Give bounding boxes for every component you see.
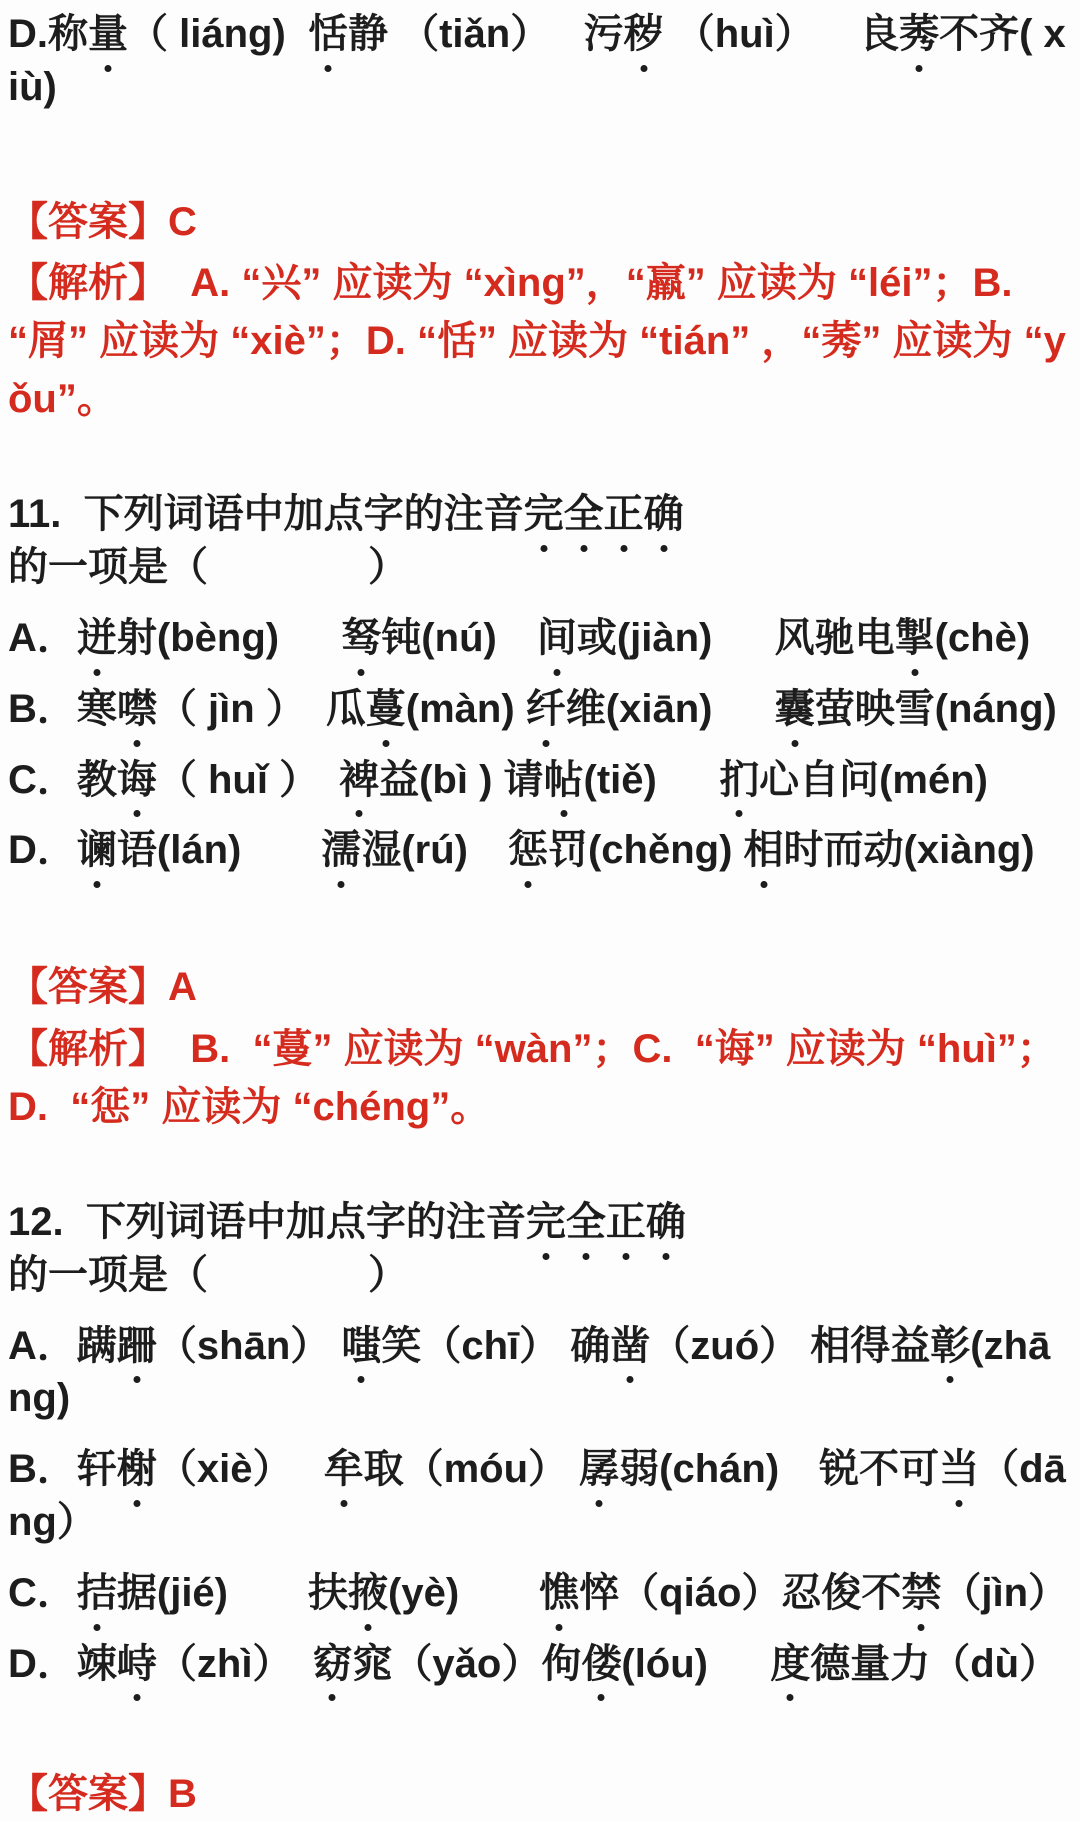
text-segment: 相得益	[810, 1323, 931, 1368]
text-segment: 弱(chán)	[619, 1447, 820, 1492]
emphasized-character: 偻	[581, 1638, 621, 1691]
text-segment: 时而动(xiàng)	[783, 828, 1035, 873]
emphasized-character: 噤	[117, 683, 157, 736]
text-segment: 良	[859, 12, 900, 56]
q12-answer-line: 【答案】B	[8, 1772, 197, 1817]
text-segment: 德量力（dù）	[810, 1641, 1060, 1686]
text-segment: （xiè）	[156, 1447, 324, 1492]
emphasized-character: 扪	[719, 754, 759, 807]
emphasized-character: 确	[644, 488, 684, 541]
text-segment: 罚(chěng)	[547, 828, 744, 873]
emphasized-character: 窈	[312, 1638, 352, 1691]
emphasized-character: 度	[770, 1638, 810, 1691]
emphasized-character: 纤	[526, 683, 566, 736]
text-segment: C．	[8, 1570, 77, 1615]
text-segment: 钝(nú)	[381, 615, 537, 660]
q11-option-b	[8, 683, 1074, 736]
emphasized-character: 秽	[624, 8, 664, 61]
text-segment: 请	[503, 757, 544, 802]
emphasized-character: 掖	[348, 1567, 388, 1620]
text-segment: （ jìn ）	[156, 686, 326, 731]
text-segment: （dāng）	[8, 1447, 1066, 1544]
text-segment: 的一项是（ ）	[8, 545, 408, 590]
text-segment: A．	[8, 615, 77, 660]
q11-answer-line: 【答案】A	[8, 965, 197, 1010]
text-segment: 污	[583, 12, 624, 56]
q12-option-c	[8, 1567, 1074, 1620]
emphasized-character: 囊	[775, 683, 815, 736]
text-segment: (màn)	[405, 686, 526, 731]
emphasized-character: 恬	[308, 8, 348, 61]
emphasized-character: 掣	[895, 612, 935, 665]
q10-option-d-line	[8, 8, 1074, 114]
text-segment: 据(jié)	[116, 1570, 309, 1615]
emphasized-character: 濡	[321, 824, 361, 877]
text-segment: (chè)	[934, 615, 1031, 660]
text-segment: 悴（qiáo）忍俊不	[579, 1570, 902, 1615]
q11-title	[8, 488, 1074, 594]
text-segment: （huì）	[663, 12, 860, 56]
emphasized-character: 牟	[324, 1443, 364, 1496]
text-segment: 瓜	[325, 686, 366, 731]
emphasized-character: 当	[939, 1443, 979, 1496]
emphasized-character: 裨	[339, 754, 379, 807]
text-segment: 萤映雪(náng)	[814, 686, 1057, 731]
q12-title	[8, 1196, 1074, 1302]
q10-answer-line: 【答案】C	[8, 199, 197, 244]
text-segment: 静 （tiǎn）	[348, 12, 584, 56]
emphasized-character: 完	[526, 1196, 566, 1249]
emphasized-character: 拮	[77, 1567, 117, 1620]
text-segment: D．竦	[8, 1641, 117, 1686]
emphasized-character: 跚	[117, 1320, 157, 1373]
q10-analysis-paragraph: 【解析】 A. “兴” 应读为 “xìng”，“羸” 应读为 “léi”；B. “屑” 应读为 “xiè”；D. “恬” 应读为 “tián” ，“莠” 应读为 “yǒu”。	[8, 261, 1066, 422]
emphasized-character: 彰	[930, 1320, 970, 1373]
emphasized-character: 榭	[117, 1443, 157, 1496]
emphasized-character: 正	[606, 1196, 646, 1249]
text-segment: 确	[570, 1323, 611, 1368]
emphasized-character: 峙	[117, 1638, 157, 1691]
emphasized-character: 相	[744, 824, 784, 877]
text-segment: 笑（chī）	[381, 1323, 571, 1368]
text-segment: 射(bèng)	[116, 615, 342, 660]
emphasized-character: 正	[604, 488, 644, 541]
emphasized-character: 禁	[901, 1567, 941, 1620]
text-segment: （ huǐ ）	[156, 757, 340, 802]
text-segment: 称	[48, 12, 88, 56]
emphasized-character: 间	[537, 612, 577, 665]
emphasized-character: 迸	[77, 612, 117, 665]
q12-option-a	[8, 1320, 1074, 1426]
text-segment: 窕（yǎo）佝	[352, 1641, 582, 1686]
text-segment: 心自问(mén)	[759, 757, 988, 802]
text-segment: （shān）	[156, 1323, 342, 1368]
emphasized-character: 驽	[341, 612, 381, 665]
emphasized-character: 蔓	[366, 683, 406, 736]
text-segment: 的一项是（ ）	[8, 1252, 408, 1297]
emphasized-character: 确	[646, 1196, 686, 1249]
emphasized-character: 惩	[508, 824, 548, 877]
q11-option-a	[8, 612, 1074, 665]
emphasized-character: 全	[564, 488, 604, 541]
text-segment: 12. 下列词语中加点字的注音	[8, 1199, 526, 1244]
text-segment: 维(xiān)	[565, 686, 775, 731]
emphasized-character: 莠	[899, 8, 939, 61]
text-segment: 益(bì )	[379, 757, 504, 802]
q12-option-d	[8, 1638, 1074, 1691]
text-segment: (yè)	[388, 1570, 540, 1615]
emphasized-character: 憔	[539, 1567, 579, 1620]
text-segment: 扶	[308, 1570, 349, 1615]
text-segment: 11. 下列词语中加点字的注音	[8, 492, 524, 537]
text-segment: 取（móu）	[363, 1447, 580, 1492]
text-segment: C．教	[8, 757, 117, 802]
text-segment: (lóu)	[621, 1641, 771, 1686]
text-segment: （jìn）	[941, 1570, 1069, 1615]
emphasized-character: 诲	[117, 754, 157, 807]
text-segment: (zhāng)	[8, 1323, 1051, 1421]
emphasized-character: 全	[566, 1196, 606, 1249]
text-segment: B．轩	[8, 1447, 117, 1492]
text-segment: (tiě)	[583, 757, 720, 802]
emphasized-character: 帖	[544, 754, 584, 807]
q11-option-c	[8, 754, 1074, 807]
emphasized-character: 量	[88, 8, 128, 61]
text-segment: 不齐( xiù)	[8, 12, 1066, 109]
emphasized-character: 孱	[579, 1443, 619, 1496]
emphasized-character: 凿	[610, 1320, 650, 1373]
text-segment: （zuó）	[650, 1323, 811, 1368]
q12-option-b	[8, 1443, 1074, 1549]
text-segment: （ liáng)	[128, 12, 308, 56]
text-segment: D．	[8, 828, 77, 873]
text-segment: 锐不可	[819, 1447, 940, 1492]
emphasized-character: 完	[524, 488, 564, 541]
text-segment: A．蹒	[8, 1323, 117, 1368]
text-segment: 或(jiàn)	[576, 615, 775, 660]
text-segment: 风驰电	[774, 615, 895, 660]
emphasized-character: 嗤	[341, 1320, 381, 1373]
text-segment: D.	[8, 12, 48, 56]
text-segment: （zhì）	[156, 1641, 313, 1686]
text-segment: 语(lán)	[116, 828, 322, 873]
emphasized-character: 谰	[77, 824, 117, 877]
text-segment: B．寒	[8, 686, 117, 731]
q11-analysis-paragraph: 【解析】 B. “蔓” 应读为 “wàn”；C. “诲” 应读为 “huì”；D. “惩” 应读为 “chéng”。	[8, 1026, 1057, 1129]
q11-option-d	[8, 824, 1074, 877]
text-segment: 湿(rú)	[361, 828, 508, 873]
